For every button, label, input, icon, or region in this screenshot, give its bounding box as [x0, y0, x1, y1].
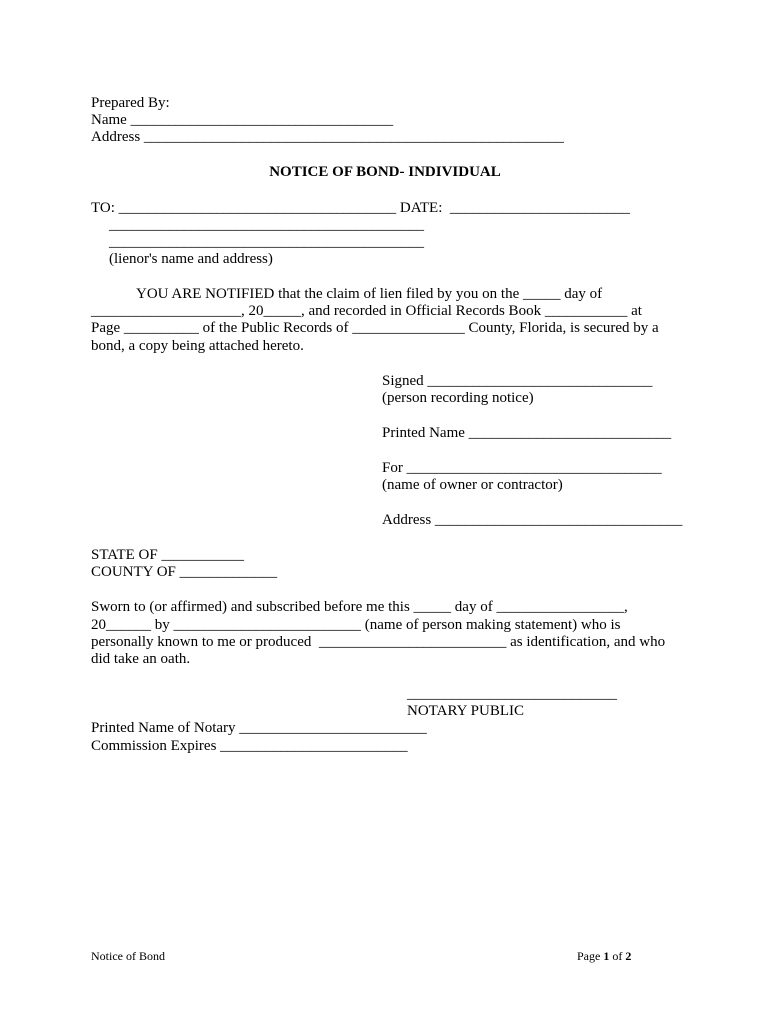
- footer-page-number: [577, 949, 631, 963]
- document-title: NOTICE OF BOND- INDIVIDUAL: [269, 164, 501, 180]
- state-line: STATE OF ___________: [91, 547, 244, 563]
- for-line: For __________________________________: [382, 460, 662, 476]
- footer-current-page: 1: [603, 949, 610, 963]
- lienor-caption: (lienor's name and address): [109, 251, 273, 267]
- lienor-address-line-1: __________________________________________: [109, 217, 424, 233]
- signed-caption: (person recording notice): [382, 390, 534, 406]
- printed-name-of-notary-line: Printed Name of Notary _________________________: [91, 720, 427, 736]
- footer-document-name: Notice of Bond: [91, 949, 165, 963]
- sworn-paragraph-line-2: 20______ by _________________________ (name of person making statement) who is: [91, 617, 621, 633]
- footer-page-of: of: [609, 949, 626, 963]
- prepared-address-line: Address ________________________________________________________: [91, 129, 564, 145]
- footer-total-pages: 2: [625, 949, 632, 963]
- prepared-name-line: Name ___________________________________: [91, 112, 394, 128]
- county-line: COUNTY OF _____________: [91, 564, 278, 580]
- for-caption: (name of owner or contractor): [382, 477, 563, 493]
- sworn-paragraph-line-3: personally known to me or produced _________________________ as identification, and who: [91, 634, 666, 650]
- signer-address-line: Address _________________________________: [382, 512, 683, 528]
- notice-paragraph-line-3: Page __________ of the Public Records of _______________ County, Florida, is secured by a: [91, 320, 659, 336]
- lienor-address-line-2: __________________________________________: [109, 234, 424, 250]
- notary-public-label: NOTARY PUBLIC: [407, 703, 525, 719]
- commission-expires-line: Commission Expires _________________________: [91, 738, 408, 754]
- notice-paragraph-line-2: ____________________, 20_____, and recorded in Official Records Book ___________ at: [91, 303, 642, 319]
- prepared-by-heading: Prepared By:: [91, 95, 170, 111]
- notice-paragraph-line-1: YOU ARE NOTIFIED that the claim of lien filed by you on the _____ day of: [136, 286, 603, 302]
- to-date-line: TO: _____________________________________ DATE: ________________________: [91, 200, 630, 216]
- notary-signature-line: ____________________________: [407, 686, 617, 702]
- sworn-paragraph-line-1: Sworn to (or affirmed) and subscribed before me this _____ day of _________________,: [91, 599, 628, 615]
- footer-page-prefix: Page: [577, 949, 604, 963]
- notice-paragraph-line-4: bond, a copy being attached hereto.: [91, 338, 304, 354]
- printed-name-line: Printed Name ___________________________: [382, 425, 672, 441]
- sworn-paragraph-line-4: did take an oath.: [91, 651, 191, 667]
- signed-line: Signed ______________________________: [382, 373, 653, 389]
